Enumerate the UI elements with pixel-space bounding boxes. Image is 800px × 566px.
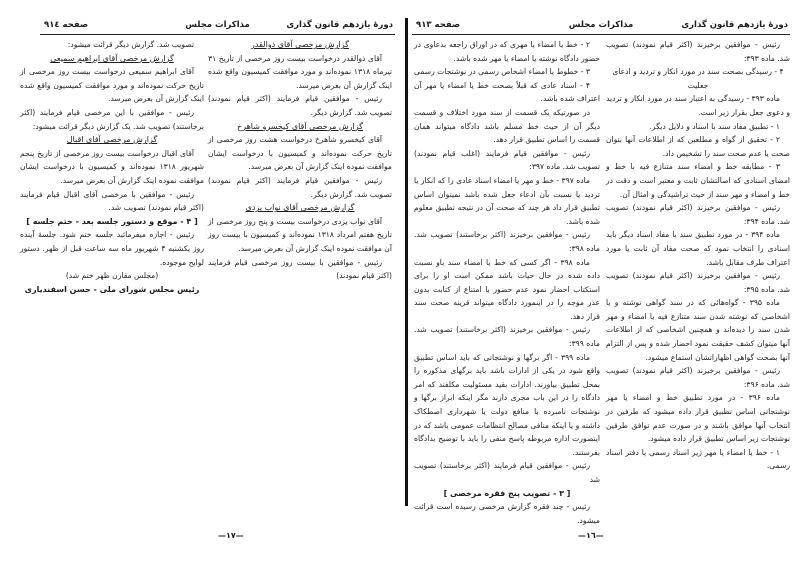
- paragraph: رئیس - موافقین برخیزند (اکثر برخاستند) تصویب شد. ماده ۳۹۸:: [414, 230, 600, 253]
- paragraph: رئیس - موافقین قیام فرمایند (اکثر برخاستند) تصویب شد: [414, 461, 600, 484]
- paragraph: ماده ۳۹۶ - در مورد تطبیق خط و امضاء یا مهر نوشتجاتی اساس تطبیق قرار داده میشود که طرفین در انتخاب آنها موافق باشند و در صورت عدم توافق طرفین نوشتجات زیر اساس تطبیق قرار داده میشود.: [606, 393, 790, 444]
- paragraph: ۳ - مطابقه خط و امضاء سند متنازع فیه با خط و امضای اسنادی که اصالتشان ثابت و معتبر است و دقت در خط و امضاء و مهر سند از حیث تراشیدگی و امثال آن.: [606, 162, 790, 199]
- paragraph: ۱ - خط یا امضاء یا مهر زیر اسناد رسمی یا دفتر اسناد رسمی.: [606, 447, 790, 471]
- paragraph: ۲ - تحقیق از گواه و مطلعین که از اطلاعات آنها بتوان صحت یا عدم صحت سند را تشخیص داد.: [606, 135, 790, 158]
- section-heading: گزارش مرخصی آقای کیخسرو شاهرخ: [237, 121, 363, 131]
- paragraph: ماده ۳۹۵ - گواه‌هائی که در سند گواهی نوشته و یا اشخاصی که نوشته شدن سند متنازع فیه یا امضاء و مهر شدن سند را دیده‌اند و همچنین اشخاصی که از اطلاعات آنها میتوان کشف حقیقت نمود احضار شده و پس از التزام آنها بصحت گواهی اظهاراتشان استماع میشود.: [606, 298, 790, 362]
- page-label: صفحه ٩١٣: [416, 20, 461, 30]
- paragraph: آقای اقبال درخواست بیست روز مرخصی از تاریخ پنجم شهریور ۱۳۱۸ نموده‌اند و کمیسیون با درخواست ایشان موافقت نموده اینک گزارش آن بعرض میرسد.: [20, 148, 205, 185]
- paragraph: آقای کیخسرو شاهرخ درخواست هشت روز مرخصی از تاریخ حرکت نموده‌اند و کمیسیون با درخواست ایشان موافقت نموده اینک گزارش آن بعرض میرسد.: [208, 135, 392, 172]
- paragraph: ۱ - تطبیق مفاد سند با اسناد و دلایل دیگر.: [649, 121, 780, 131]
- paragraph: ماده ۳۹۷ - خط و مهر یا امضاء اسناد عادی را که انکار یا تردید یا نسبت بآن ادعاء جعل شده باشد نمیتوان اساس تطبیق قرار داد هر چند که صحت آن در نتیجه تطبیق معلوم شده باشد.: [414, 175, 600, 226]
- section-heading: گزارش مرخصی آقای اقبال: [66, 135, 158, 145]
- paragraph: تصویب شد. گزارش دیگر قرائت میشود:: [67, 40, 194, 49]
- paragraph: رئیس - موافقین قیام فرمایند (اکثر قیام نمودند) تصویب شد. گزارش دیگر.: [208, 175, 392, 199]
- paragraph: رئیس - موافقین قیام فرمایند (اکثر قیام نمودند) تصویب شد. گزارش دیگر.: [208, 94, 392, 117]
- text-column-left: [20, 38, 204, 296]
- agenda-heading: [ ۳ - تصویب پنج فقره مرخصی ]: [443, 488, 571, 498]
- paragraph: ماده ۳۹۳ - رسیدگی به اعتبار سند در مورد انکار و تردید و دعوی جعل بقرار زیر است.: [606, 94, 790, 117]
- paragraph: ماده ۳۹۹ - اگر برگها و نوشتجاتی که باید اساس تطبیق واقع شود در یکی از ادارات باشد باید برگهای مذکوره را بمحل تطبیق بیاورند. ادارات بقید مسئولیت مکلفند که امر دادگاه را در این باب مجری دارند مگر اینکه ابراز برگها و نوشتجات نامبرده با منافع دولت یا شهرداری اصطکاک داشته و یا اینکه منافی مصالح انتظامات عمومی باشد که در اینصورت اداره مربوطه پاسخ منفی را باید با توضیح بدادگاه بفرستند.: [414, 352, 600, 457]
- paragraph: رئیس - چند فقره گزارش مرخصی رسیده است قرائت میشود.: [414, 502, 600, 525]
- paragraph: ۲ - خط یا امضاء یا مهری که در اوراق راجعه بدعاوی در حضور دادگاه نوشته یا امضاء یا مهر شده باشد.: [414, 40, 600, 63]
- paragraph: آقای نواب یزدی درخواست بیست و پنج روز مرخصی از تاریخ هفتم امرداد ۱۳۱۸ نموده‌اند و کمیسیون با بیست روز آن موافقت نموده اینک گزارش آن بعرض میرسد.: [208, 216, 392, 253]
- page-header: [412, 20, 790, 35]
- paragraph: رئیس - موافقین برخیزند (اکثر برخاستند) تصویب شد. ماده ۳۹۹:: [414, 325, 600, 349]
- section-heading: گزارش مرخصی آقای ابراهیم سمیعی: [50, 53, 174, 63]
- paragraph: ماده ۳۹۸ - اگر کسی که خط یا امضاء سند باو نسبت داده شده در حال حیات باشد ممکن است او را برای استکتاب احضار نمود عدم حضور یا امتناع از کتابت بدون عذر موجه را در اینمورد دادگاه میتواند قرینه صحت سند قرار دهد.: [414, 257, 600, 321]
- right-page: [400, 0, 800, 566]
- paragraph: آقای ذوالقدر درخواست بیست روز مرخصی از تاریخ ۳۱ تیرماه ۱۳۱۸ نموده‌اند و مورد موافقت کمیسیون واقع شده اینک گزارش آن بعرض میرسد.: [208, 53, 392, 90]
- page-label: صفحه ٩١٤: [44, 20, 89, 30]
- session-title: دورهٔ یازدهم قانون گذاری: [286, 20, 393, 30]
- binding-edge-line: [405, 18, 408, 506]
- paragraph: رئیس - اجازه میفرمائید جلسه ختم شود. جلسهٔ آینده روز یکشنبه ۴ شهریور ماه سه ساعت قبل از ظهر. دستور لوایح موجوده.: [20, 230, 204, 267]
- paragraph: آقای ابراهیم سمیعی درخواست بیست روز مرخصی از تاریخ حرکت نموده‌اند و مورد موافقت کمیسیون واقع شده اینک گزارش آن بعرض میرسد.: [20, 67, 204, 104]
- text-column-right: [606, 38, 790, 473]
- paragraph: رئیس - موافقین با مرخصی آقای اقبال قیام فرمایند (اکثر قیام نمودند) تصویب شد.: [20, 189, 204, 213]
- paragraph: ۳ - خطوط یا امضاء اشخاص رسمی در نوشتجات رسمی: [414, 67, 590, 77]
- section-heading: گزارش مرخصی آقای ذوالقدر: [251, 40, 349, 49]
- paragraph: رئیس - موافقین برخیزند (اکثر قیام نمودند) تصویب شد. ماده ۳۹۶:: [606, 366, 790, 389]
- page-header: [40, 20, 395, 35]
- section-heading: گزارش مرخصی آقای نواب یزدی: [245, 203, 355, 213]
- text-column-left: [414, 38, 600, 527]
- publication-title: مذاکرات مجلس: [568, 20, 634, 30]
- paragraph: رئیس - موافقین برخیزند (اکثر قیام نمودند) تصویب شد. ماده ۳۹۳:: [606, 40, 790, 63]
- centered-note: (مجلس مقارن ظهر ختم شد): [65, 271, 159, 281]
- paragraph: رئیس - موافقین برخیزند (اکثر قیام نمودند) تصویب شد. ماده ۳۹۵:: [606, 271, 790, 294]
- publication-title: مذاکرات مجلس: [185, 20, 250, 30]
- paragraph: رئیس - موافقین قیام فرمایند (اغلب قیام نمودند) تصویب شد. ماده ۳۹۷:: [414, 148, 600, 172]
- page-number: —١٦—: [578, 531, 604, 540]
- paragraph: رئیس - موافقین با این مرخصی قیام فرمایند (اکثر برخاستند) تصویب شد. یک گزارش دیگر قرائت میشود:: [20, 107, 204, 131]
- page-number: —١٧—: [218, 531, 244, 540]
- centered-note: ۴ - رسیدگی بصحت سند در مورد انکار و تردید و ادعای جعلیت: [612, 67, 784, 90]
- paragraph: ۴ - اسناد عادی که قبلاً بصحت خط یا امضاء یا مهر آن اعتراف شده باشد.: [414, 80, 600, 104]
- session-title: دورهٔ یازدهم قانون گذاری: [681, 20, 788, 30]
- text-column-right: [208, 38, 392, 283]
- paragraph: رئیس - موافقین برخیزند (اکثر قیام نمودند) تصویب شد. ماده ۳۹۴:: [606, 203, 790, 226]
- paragraph: رئیس - موافقین با بیست روز مرخصی قیام فرمایند (اکثر قیام نمودند): [208, 257, 392, 281]
- signature: رئیس مجلس شورای ملی - حسن اسفندیاری: [24, 284, 200, 294]
- agenda-heading: [ ۴ - موقع و دستور جلسه بعد - ختم جلسه ]: [26, 216, 198, 226]
- paragraph: در صورتیکه یک قسمت از سند مورد اختلاف و قسمت دیگر آن از حیث خط مسلم باشد دادگاه میتواند همان قسمت را اساس تطبیق قرار دهد.: [414, 107, 600, 145]
- paragraph: ماده ۳۹۴ - در مورد تطبیق سند با مفاد اسناد دیگر باید اسنادی را انتخاب نمود که صحت مفاد آن ثابت یا مورد اعتراف طرف مقابل باشد.: [606, 230, 790, 267]
